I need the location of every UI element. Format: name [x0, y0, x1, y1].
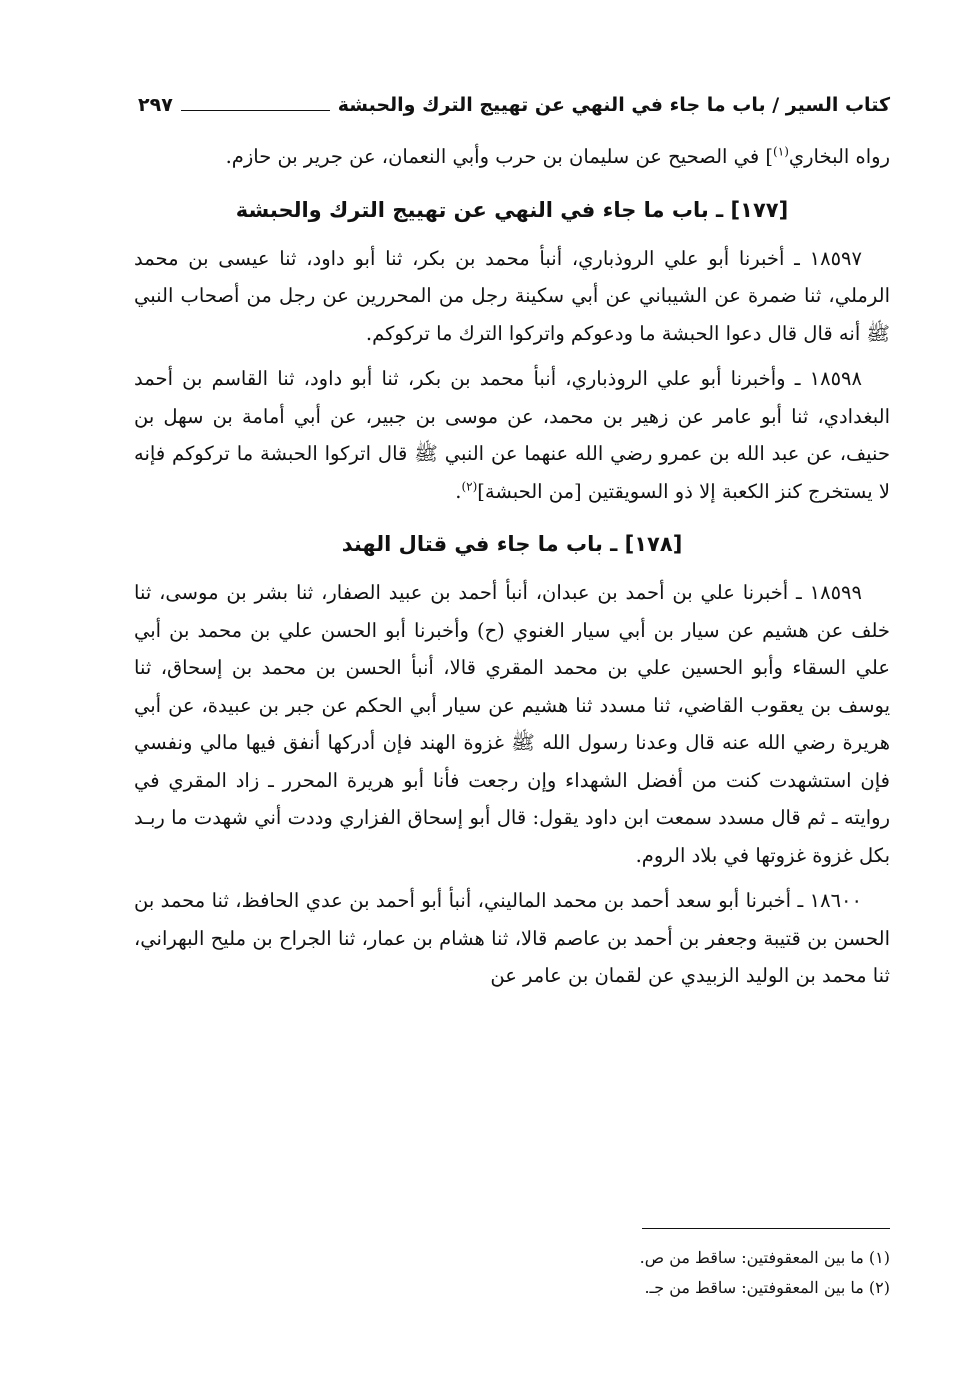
hadith-18598-end: .: [455, 479, 462, 503]
footnotes: [134, 1228, 890, 1303]
hadith-18597: ١٨٥٩٧ ـ أخبرنا أبو علي الروذباري، أنبأ محمد بن بكر، ثنا أبو داود، ثنا عيسى بن محمد الرملي، ثنا ضمرة عن الشيباني عن أبي سكينة رجل من المحررين عن رجل من أصحاب النبي ﷺ أنه قال قال دعوا الحبشة ما ودعوكم واتركوا الترك ما تركوكم.: [134, 246, 890, 345]
running-title: كتاب السير / باب ما جاء في النهي عن تهييج الترك والحبشة: [337, 94, 890, 116]
intro-paragraph: [134, 138, 890, 176]
chapter-178-heading: [١٧٨] ـ باب ما جاء في قتال الهند: [341, 532, 683, 556]
intro-text-cont: ] في الصحيح عن سليمان بن حرب وأبي النعمان، عن جرير بن حازم.: [225, 145, 774, 168]
footnote-ref-1: (١): [773, 144, 789, 159]
hadith-18598-text: ١٨٥٩٨ ـ وأخبرنا أبو علي الروذباري، أنبأ محمد بن بكر، ثنا أبو داود، ثنا القاسم بن أحمد البغدادي، ثنا أبو عامر عن زهير بن محمد، عن موسى بن جبير، عن أبي أمامة بن سهل بن حنيف، عن عبد الله بن عمرو رضي الله عنهما عن النبي ﷺ قال اتركوا الحبشة ما تركوكم فإنه لا يستخرج كنز الكعبة إلا ذو السويقتين [من الحبشة]: [134, 367, 890, 503]
hadith-18600: ١٨٦٠٠ ـ أخبرنا أبو سعد أحمد بن محمد الماليني، أنبأ أبو أحمد بن عدي الحافظ، ثنا محمد بن الحسن بن قتيبة وجعفر بن أحمد بن عاصم قالا، ثنا هشام بن عمار، ثنا الجراح بن مليح البهراني، ثنا محمد بن الوليد الزبيدي عن لقمان بن عامر عن: [134, 889, 890, 987]
hadith-18599: ١٨٥٩٩ ـ أخبرنا علي بن أحمد بن عبدان، أنبأ أحمد بن عبيد الصفار، ثنا بشر بن موسى، ثنا خلف عن هشيم عن سيار بن أبي سيار الغنوي (ح) وأخبرنا أبو الحسن علي بن محمد بن أبي علي السقاء وأبو الحسين علي بن محمد المقري قالا، أنبأ الحسن بن محمد بن إسحاق، ثنا يوسف بن يعقوب القاضي، ثنا مسدد ثنا هشيم عن سيار أبي الحكم عن جبر بن عبيدة، عن أبي هريرة رضي الله عنه قال وعدنا رسول الله ﷺ غزوة الهند فإن أدركها أنفق فيها مالي ونفسي فإن استشهدت كنت من أفضل الشهداء وإن رجعت فأنا أبو هريرة المحرر ـ زاد المقري في روايته ـ ثم قال مسدد سمعت ابن داود يقول: قال أبو إسحاق الفزاري وددت أني شهدت ما ربـد بكل غزوة غزوتها في بلاد الروم.: [134, 581, 890, 867]
footnote-rule: [642, 1228, 890, 1229]
hadith-18598: [134, 360, 890, 510]
footnote-2: (٢) ما بين المعقوفتين: ساقط من جـ.: [644, 1278, 890, 1297]
body-text: [134, 138, 890, 995]
chapter-177-heading: [١٧٧] ـ باب ما جاء في النهي عن تهييج الترك والحبشة: [235, 197, 789, 222]
footnote-1: (١) ما بين المعقوفتين: ساقط من ص.: [639, 1248, 890, 1267]
header-rule: [181, 110, 330, 111]
intro-text: رواه البخاري: [788, 145, 890, 168]
footnote-ref-2: (٢): [461, 479, 478, 493]
running-header: [138, 84, 890, 126]
page-number: ٢٩٧: [138, 94, 173, 116]
